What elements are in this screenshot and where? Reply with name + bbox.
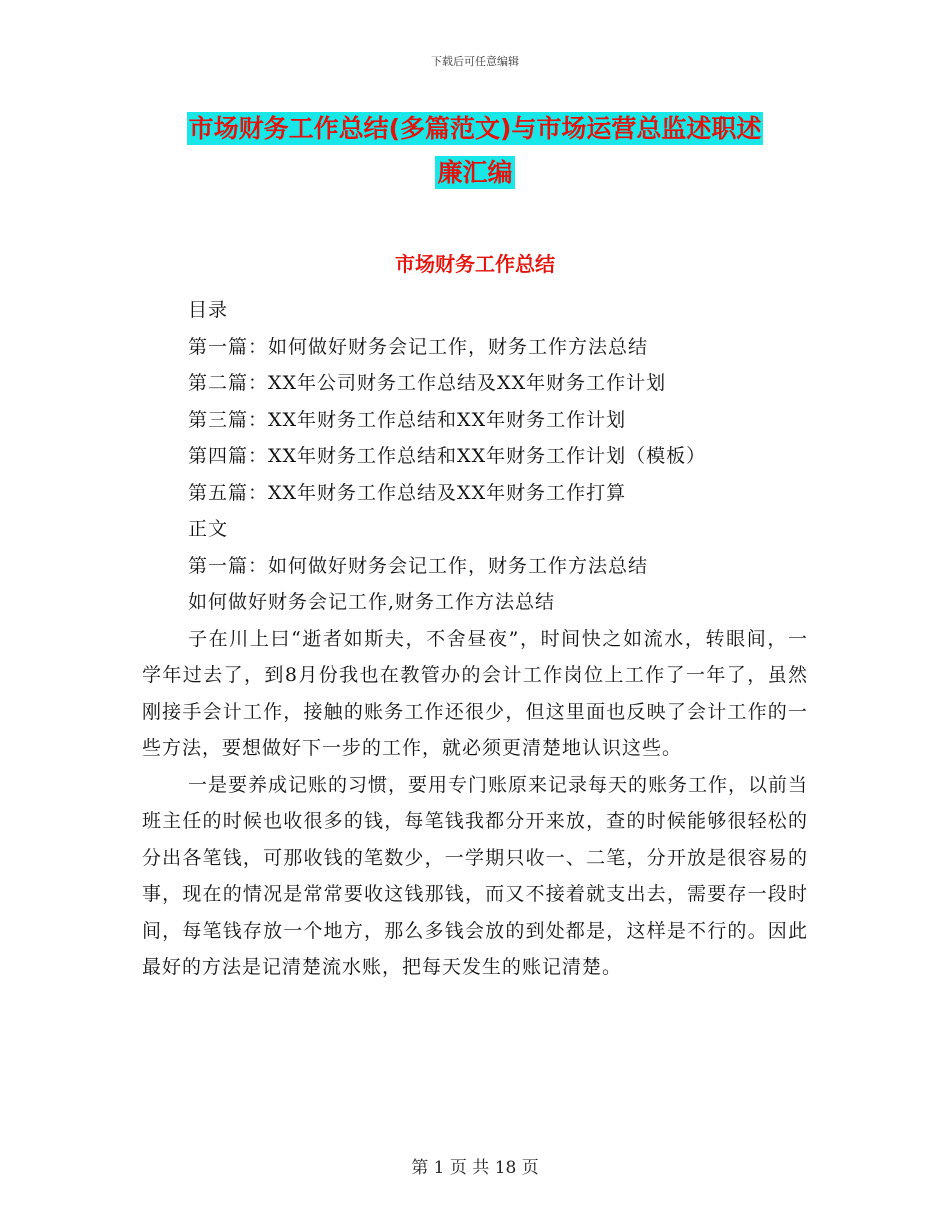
toc-item-4: 第四篇：XX年财务工作总结和XX年财务工作计划（模板） <box>188 445 707 467</box>
document-title-line-1 <box>0 112 950 146</box>
section-title: 市场财务工作总结 <box>395 252 555 276</box>
title-highlight-2: 廉汇编 <box>437 158 513 187</box>
toc-item-3: 第三篇：XX年财务工作总结和XX年财务工作计划 <box>188 408 627 431</box>
toc-item-5: 第五篇：XX年财务工作总结及XX年财务工作打算 <box>188 481 627 504</box>
paragraph-2: 一是要养成记账的习惯，要用专门账原来记录每天的账务工作，以前当班主任的时候也收很多的钱，每笔钱我都分开来放，查的时候能够很轻松的分出各笔钱，可那收钱的笔数少，一学期只收一、二笔，分开放是很容易的事，现在的情况是常常要收这钱那钱，而又不接着就支出去，需要存一段时间，每笔钱存放一个地方，那么多钱会放的到处都是，这样是不行的。因此最好的方法是记清楚流水账，把每天发生的账记清楚。 <box>142 773 809 978</box>
page-footer: 第 1 页 共 18 页 <box>411 1158 539 1178</box>
article-subheading: 如何做好财务会记工作,财务工作方法总结 <box>188 591 556 613</box>
article-heading: 第一篇：如何做好财务会记工作，财务工作方法总结 <box>188 554 649 577</box>
document-title-line-2 <box>0 156 950 190</box>
body-heading: 正文 <box>188 518 229 540</box>
toc-item-2: 第二篇：XX年公司财务工作总结及XX年财务工作计划 <box>188 372 667 394</box>
toc-item-1: 第一篇：如何做好财务会记工作，财务工作方法总结 <box>188 335 649 358</box>
paragraph-1: 子在川上曰“逝者如斯夫，不舍昼夜”，时间快之如流水，转眼间，一学年过去了，到8月份我也在教管办的会计工作岗位上工作了一年了，虽然刚接手会计工作，接触的账务工作还很少，但这里面也反映了会计工作的一些方法，要想做好下一步的工作，就必须更清楚地认识这些。 <box>142 627 808 759</box>
toc-heading: 目录 <box>188 299 229 321</box>
document-body <box>142 292 808 986</box>
title-highlight-1: 市场财务工作总结(多篇范文)与市场运营总监述职述 <box>188 114 762 143</box>
header-note: 下载后可任意编辑 <box>431 55 519 68</box>
